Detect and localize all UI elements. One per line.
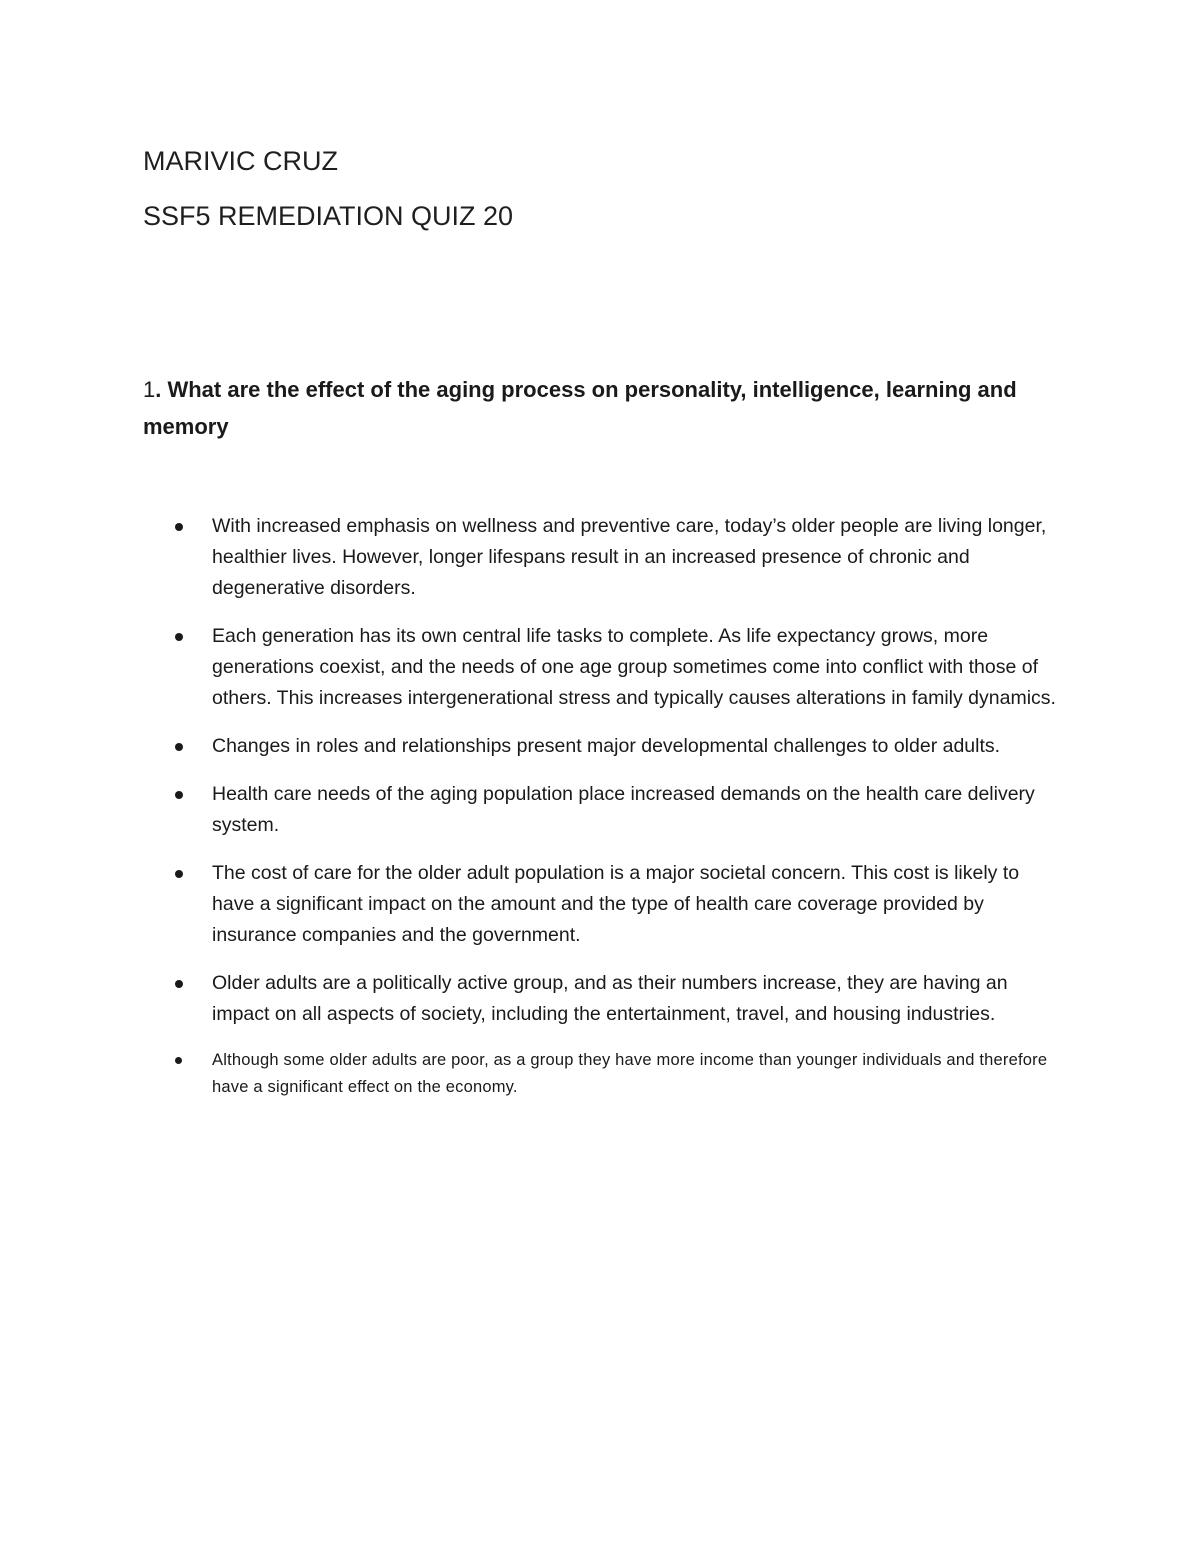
question-text: . What are the effect of the aging process on personality, intelligence, learning and memory — [143, 377, 1017, 439]
list-item — [173, 779, 1063, 841]
list-item-text: Each generation has its own central life tasks to complete. As life expectancy grows, more generations coexist, and the needs of one age group sometimes come into conflict with those of others. This increases intergenerational stress and typically causes alterations in family dynamics. — [212, 625, 1056, 709]
bullet-icon — [175, 523, 183, 531]
question-heading — [143, 371, 1053, 445]
list-item — [173, 731, 1063, 762]
bullet-icon — [175, 633, 183, 641]
bullet-icon — [175, 870, 183, 878]
list-item — [173, 1047, 1063, 1101]
bullet-icon — [175, 743, 183, 751]
list-item-text: Health care needs of the aging population place increased demands on the health care delivery system. — [212, 783, 1035, 836]
document-title: SSF5 REMEDIATION QUIZ 20 — [143, 201, 514, 231]
list-item-text: The cost of care for the older adult population is a major societal concern. This cost is likely to have a significant impact on the amount and the type of health care coverage provided by insurance companies and the government. — [212, 862, 1020, 946]
list-item — [173, 621, 1063, 714]
list-item — [173, 968, 1063, 1030]
bullet-icon — [175, 791, 183, 799]
list-item-text: Changes in roles and relationships present major developmental challenges to older adults. — [212, 735, 1001, 757]
list-item-text: Older adults are a politically active group, and as their numbers increase, they are having an impact on all aspects of society, including the entertainment, travel, and housing industries. — [212, 972, 1008, 1025]
list-item — [173, 511, 1063, 604]
list-item-text: Although some older adults are poor, as a group they have more income than younger individuals and therefore have a significant effect on the economy. — [212, 1051, 1048, 1096]
list-item — [173, 858, 1063, 951]
author-name: MARIVIC CRUZ — [143, 146, 338, 176]
bullet-icon — [175, 980, 183, 988]
question-number: 1 — [143, 377, 156, 402]
bullet-icon — [175, 1057, 182, 1064]
list-item-text: With increased emphasis on wellness and preventive care, today’s older people are living longer, healthier lives. However, longer lifespans result in an increased presence of chronic and degenerative disorders. — [212, 515, 1047, 599]
answer-bullet-list — [173, 511, 1063, 1118]
